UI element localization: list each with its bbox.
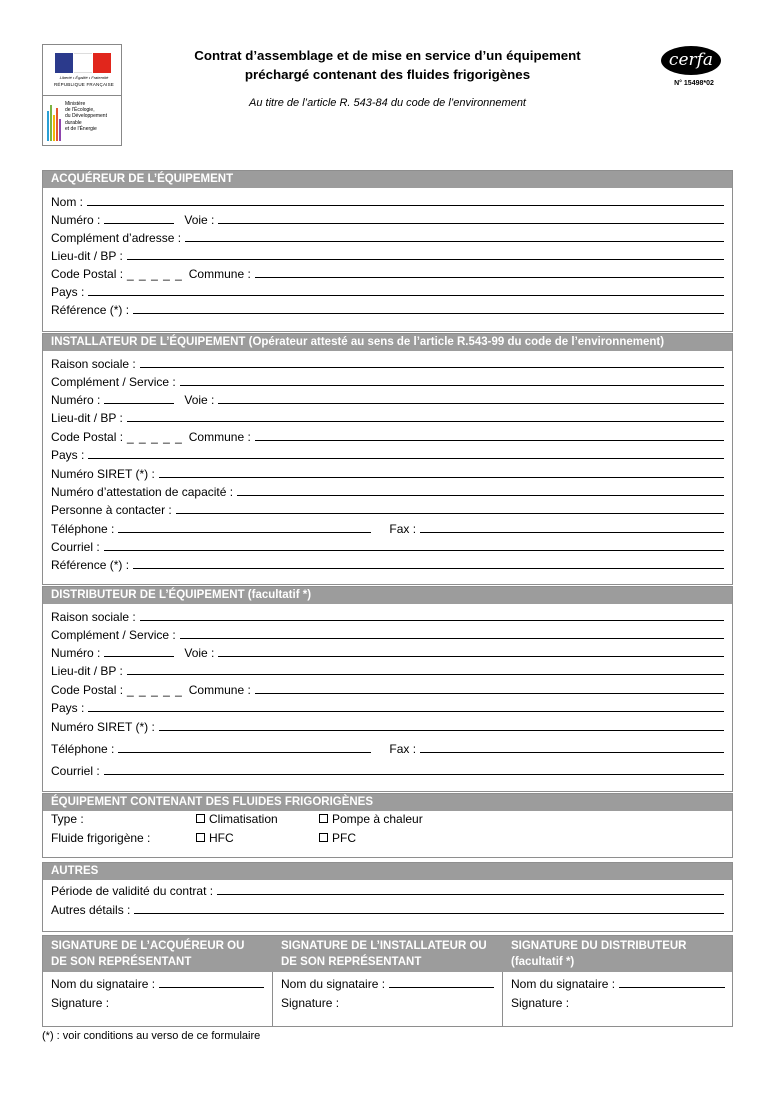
section-title: ÉQUIPEMENT CONTENANT DES FLUIDES FRIGORIGÈNES: [43, 794, 732, 811]
pays-field[interactable]: [88, 458, 724, 459]
numero-voie-row: Numéro : Voie :: [51, 389, 724, 407]
voie-field[interactable]: [218, 403, 724, 404]
nom-signataire-field[interactable]: [159, 987, 264, 988]
complement-row: Complément / Service :: [51, 371, 724, 389]
section-acquereur: [42, 170, 733, 332]
nom-row: Nom :: [51, 191, 724, 209]
pays-row: Pays :: [51, 697, 724, 715]
pompe-checkbox[interactable]: [319, 814, 328, 823]
raison-row: Raison sociale :: [51, 606, 724, 624]
complement-field[interactable]: [180, 638, 724, 639]
raison-field[interactable]: [140, 367, 724, 368]
section-title: INSTALLATEUR DE L’ÉQUIPEMENT (Opérateur attesté au sens de l’article R.543-99 du code de l’environnement): [43, 334, 732, 351]
lieudit-row: Lieu-dit / BP :: [51, 245, 724, 263]
telephone-fax-row: Téléphone : Fax :: [51, 518, 724, 536]
signature-installateur-box: [273, 972, 503, 1026]
ministry-name: Ministère de l'Écologie, du Développement durable et de l'Énergie: [65, 101, 107, 132]
code-postal-row: Code Postal : _ _ _ _ _ Commune :: [51, 426, 724, 444]
fax-field[interactable]: [420, 752, 724, 753]
pfc-option[interactable]: PFC: [319, 831, 356, 845]
climatisation-checkbox[interactable]: [196, 814, 205, 823]
cerfa-logo: cerfa: [661, 46, 721, 75]
section-installateur: [42, 333, 733, 585]
raison-row: Raison sociale :: [51, 353, 724, 371]
code-postal-field[interactable]: _ _ _ _ _: [127, 683, 183, 697]
signature-row: [51, 992, 264, 1010]
details-row: Autres détails :: [51, 899, 724, 917]
fax-field[interactable]: [420, 532, 724, 533]
signature-distributeur-box: [503, 972, 733, 1026]
signature-field[interactable]: Signature :: [51, 996, 110, 1010]
signatures-header: [43, 936, 732, 972]
voie-field[interactable]: [218, 656, 724, 657]
signature-acquereur-box: [43, 972, 273, 1026]
hfc-checkbox[interactable]: [196, 833, 205, 842]
reference-row: Référence (*) :: [51, 554, 724, 572]
republique-francaise-logo: [42, 44, 122, 146]
fluide-label: Fluide frigorigène :: [51, 831, 151, 845]
commune-field[interactable]: [255, 277, 724, 278]
climatisation-option[interactable]: Climatisation: [196, 812, 278, 826]
siret-row: Numéro SIRET (*) :: [51, 463, 724, 481]
periode-field[interactable]: [217, 894, 724, 895]
numero-voie-row: Numéro : Voie :: [51, 209, 724, 227]
ministry-stripes-icon: [47, 101, 61, 141]
numero-field[interactable]: [104, 223, 174, 224]
courriel-row: Courriel :: [51, 760, 724, 778]
pays-field[interactable]: [88, 295, 724, 296]
nom-signataire-field[interactable]: [389, 987, 494, 988]
attestation-row: Numéro d’attestation de capacité :: [51, 481, 724, 499]
siret-field[interactable]: [159, 477, 724, 478]
details-field[interactable]: [134, 913, 724, 914]
telephone-field[interactable]: [118, 752, 371, 753]
siret-row: Numéro SIRET (*) :: [51, 716, 724, 734]
pays-row: Pays :: [51, 444, 724, 462]
telephone-fax-row: Téléphone : Fax :: [51, 738, 724, 756]
marianne-flag-icon: [55, 53, 111, 73]
voie-field[interactable]: [218, 223, 724, 224]
complement-field[interactable]: [185, 241, 724, 242]
code-postal-row: Code Postal : _ _ _ _ _ Commune :: [51, 263, 724, 281]
periode-row: Période de validité du contrat :: [51, 880, 724, 898]
reference-field[interactable]: [133, 313, 724, 314]
lieudit-field[interactable]: [127, 421, 724, 422]
signature-field[interactable]: Signature :: [511, 996, 570, 1010]
courriel-row: Courriel :: [51, 536, 724, 554]
raison-field[interactable]: [140, 620, 724, 621]
signature-installateur-title: SIGNATURE DE L’INSTALLATEUR OU DE SON REPRÉSENTANT: [281, 940, 487, 968]
section-distributeur: [42, 586, 733, 792]
signature-row: [281, 992, 494, 1010]
commune-field[interactable]: [255, 693, 724, 694]
logo-republic: RÉPUBLIQUE FRANÇAISE: [53, 82, 114, 87]
hfc-option[interactable]: HFC: [196, 831, 234, 845]
section-equipement: [42, 793, 733, 858]
pays-field[interactable]: [88, 711, 724, 712]
lieudit-field[interactable]: [127, 259, 724, 260]
nom-field[interactable]: [87, 205, 724, 206]
cerfa-number: N° 15498*02: [674, 80, 714, 87]
section-title: DISTRIBUTEUR DE L’ÉQUIPEMENT (facultatif *): [43, 587, 732, 604]
contact-row: Personne à contacter :: [51, 499, 724, 517]
code-postal-field[interactable]: _ _ _ _ _: [127, 430, 183, 444]
code-postal-field[interactable]: _ _ _ _ _: [127, 267, 183, 281]
pompe-option[interactable]: Pompe à chaleur: [319, 812, 423, 826]
signature-field[interactable]: Signature :: [281, 996, 340, 1010]
commune-field[interactable]: [255, 440, 724, 441]
reference-row: Référence (*) :: [51, 299, 724, 317]
complement-field[interactable]: [180, 385, 724, 386]
section-autres: [42, 862, 733, 932]
nom-signataire-row: Nom du signataire :: [281, 973, 494, 991]
logo-motto: Liberté • Égalité • Fraternité: [59, 75, 109, 80]
type-label: Type :: [51, 812, 84, 826]
section-title: ACQUÉREUR DE L’ÉQUIPEMENT: [43, 171, 732, 188]
lieudit-field[interactable]: [127, 674, 724, 675]
siret-field[interactable]: [159, 730, 724, 731]
nom-signataire-row: Nom du signataire :: [511, 973, 725, 991]
nom-signataire-row: Nom du signataire :: [51, 973, 264, 991]
section-title: AUTRES: [43, 863, 732, 880]
numero-field[interactable]: [104, 656, 174, 657]
form-subtitle: Au titre de l’article R. 543-84 du code de l’environnement: [249, 97, 526, 109]
signature-row: [511, 992, 725, 1010]
pfc-checkbox[interactable]: [319, 833, 328, 842]
section-signatures: [42, 935, 733, 1027]
nom-signataire-field[interactable]: [619, 987, 725, 988]
courriel-field[interactable]: [104, 774, 724, 775]
lieudit-row: Lieu-dit / BP :: [51, 660, 724, 678]
signature-acquereur-title: SIGNATURE DE L’ACQUÉREUR OU DE SON REPRÉSENTANT: [51, 940, 245, 968]
signature-distributeur-title: SIGNATURE DU DISTRIBUTEUR (facultatif *): [511, 940, 687, 968]
reference-field[interactable]: [133, 568, 724, 569]
courriel-field[interactable]: [104, 550, 724, 551]
numero-voie-row: Numéro : Voie :: [51, 642, 724, 660]
telephone-field[interactable]: [118, 532, 371, 533]
complement-row: Complément d’adresse :: [51, 227, 724, 245]
form-title: Contrat d’assemblage et de mise en service d’un équipement préchargé contenant des fluides frigorigènes: [194, 48, 581, 82]
complement-row: Complément / Service :: [51, 624, 724, 642]
numero-field[interactable]: [104, 403, 174, 404]
pays-row: Pays :: [51, 281, 724, 299]
lieudit-row: Lieu-dit / BP :: [51, 407, 724, 425]
code-postal-row: Code Postal : _ _ _ _ _ Commune :: [51, 679, 724, 697]
footnote: (*) : voir conditions au verso de ce formulaire: [42, 1030, 261, 1042]
attestation-field[interactable]: [237, 495, 724, 496]
contact-field[interactable]: [176, 513, 724, 514]
